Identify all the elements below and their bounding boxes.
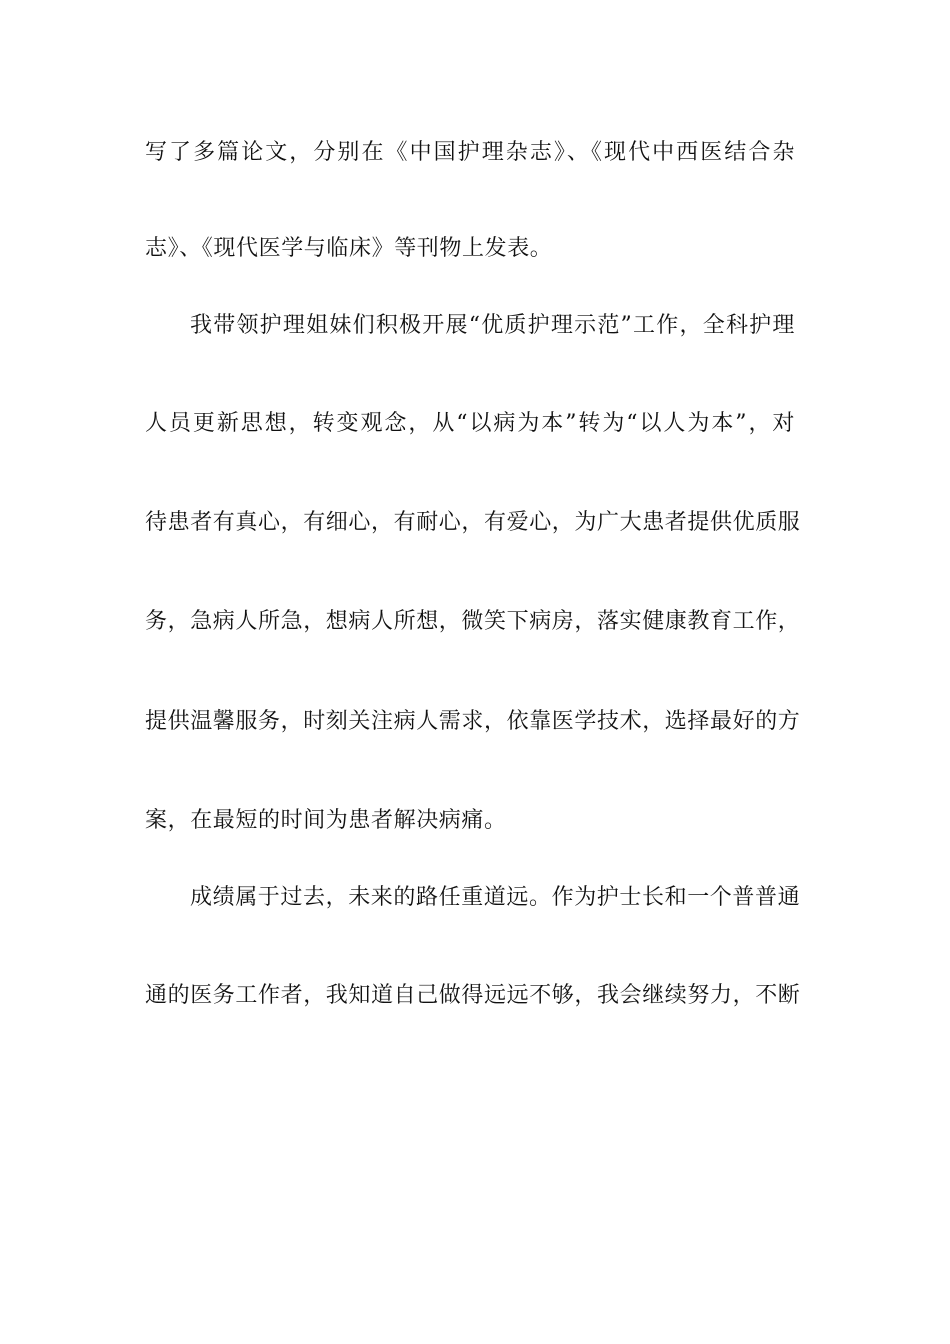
paragraph-line: 案，在最短的时间为患者解决病痛。 (145, 808, 507, 833)
paragraph-line: 写了多篇论文，分别在《中国护理杂志》、《现代中西医结合杂 (145, 140, 795, 165)
paragraph-line: 人员更新思想，转变观念，从“以病为本”转为“以人为本”，对 (145, 411, 795, 436)
paragraph-line: 成绩属于过去，未来的路任重道远。作为护士长和一个普普通 (190, 885, 801, 910)
paragraph-line: 务，急病人所急，想病人所想，微笑下病房，落实健康教育工作， (145, 609, 801, 634)
paragraph-line: 通的医务工作者，我知道自己做得远远不够，我会继续努力，不断 (145, 983, 801, 1008)
paragraph-line: 提供温馨服务，时刻关注病人需求，依靠医学技术，选择最好的方 (145, 709, 801, 734)
paragraph-line: 志》、《现代医学与临床》等刊物上发表。 (145, 236, 553, 261)
paragraph-line: 我带领护理姐妹们积极开展“优质护理示范”工作，全科护理 (190, 313, 795, 338)
paragraph-line: 待患者有真心，有细心，有耐心，有爱心，为广大患者提供优质服 (145, 510, 801, 535)
